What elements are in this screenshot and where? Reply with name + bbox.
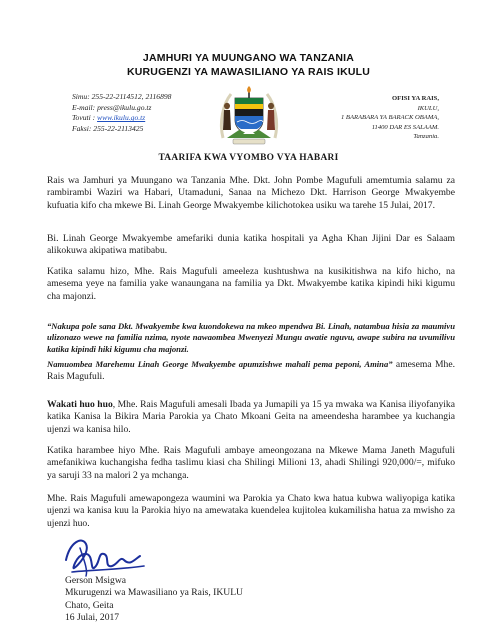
quote-paragraph: “Nakupa pole sana Dkt. Mwakyembe kwa kuondokewa na mkeo mpendwa Bi. Linah, natambua hisia za maumivu ulizonazo wewe na familia nzima, nyote nawaombea Mwenyezi Mungu awatie nguvu, awape subira na uvumilivu katika kipindi hiki kigumu cha majonzi. xyxy=(47,321,455,354)
paragraph-8: Mhe. Rais Magufuli amewapongeza waumini wa Parokia ya Chato kwa hatua kubwa waliyopiga katika ujenzi wa kanisa kuu la Parokia hiyo na amewataka kuendelea kujitolea kukamilisha hatua za mwisho za ujenzi huo. xyxy=(47,493,455,529)
paragraph-2: Bi. Linah George Mwakyembe amefariki dunia katika hospitali ya Agha Khan Jijini Dar es Salaam alikokuwa akipatiwa matibabu. xyxy=(47,233,455,257)
contact-left xyxy=(72,92,171,134)
quote-attribution: amesema Mhe. Rais Magufuli. xyxy=(47,359,455,383)
coat-of-arms-icon xyxy=(217,86,281,146)
signing-date: 16 Julai, 2017 xyxy=(65,612,120,624)
header-directorate: KURUGENZI YA MAWASILIANO YA RAIS IKULU xyxy=(126,66,371,78)
signature-block xyxy=(65,575,243,625)
signing-place: Chato, Geita xyxy=(65,599,114,611)
handwritten-signature xyxy=(60,530,150,578)
paragraph-3: Katika salamu hizo, Mhe. Rais Magufuli ameeleza kushtushwa na kusikitishwa na kifo hicho, na amesema yeye na familia yake wanaungana na familia ya Dkt. Mwakyembe katika kipindi hiki kigumu cha majonzi. xyxy=(47,266,455,302)
website-line xyxy=(72,113,171,124)
paragraph-7: Katika harambee hiyo Mhe. Rais Magufuli ambaye ameongozana na Mkewe Mama Janeth Magufuli amefanikiwa kuchangisha fedha taslimu kiasi cha Shilingi Milioni 13, ahadi Shilingi 920,000/=, mifuko ya saruji 33 na malori 2 ya mchanga. xyxy=(47,445,455,481)
address-line-5: Tanzania. xyxy=(413,133,439,141)
paragraph-6 xyxy=(47,399,455,436)
email-line: E-mail: press@ikulu.go.tz xyxy=(72,102,152,112)
document-title: TAARIFA KWA VYOMBO VYA HABARI xyxy=(158,153,339,163)
header-country: JAMHURI YA MUUNGANO WA TANZANIA xyxy=(142,52,355,64)
signatory-name: Gerson Msigwa xyxy=(65,575,127,586)
website-label: Tovuti : xyxy=(72,113,98,123)
website-link[interactable]: www.ikulu.go.tz xyxy=(97,113,146,123)
office-line: OFISI YA RAIS, xyxy=(392,95,439,102)
paragraph-1: Rais wa Jamhuri ya Muungano wa Tanzania Mhe. Dkt. John Pombe Magufuli amemtumia salamu za rambirambi Waziri wa Habari, Utamaduni, Sanaa na Michezo Dkt. Harrison George Mwakyembe kufuatia kifo cha mkewe Bi. Linah George Mwakyembe kilichotokea usiku wa tarehe 15 Julai, 2017. xyxy=(47,175,455,211)
quote-closing-text: Namuombea Marehemu Linah George Mwakyembe apumzishwe mahali pema peponi, Amina” xyxy=(47,359,393,369)
quote-closing-paragraph xyxy=(47,358,455,384)
paragraph-6-body: , Mhe. Rais Magufuli amesali Ibada ya Jumapili ya 15 ya mwaka wa Kanisa iliyofanyika katika Kanisa la Bikira Maria Parokia ya Chato Mkoani Geita na ameendesha harambee ya kuchangia ujenzi wa kanisa hilo. xyxy=(47,399,455,435)
contact-right xyxy=(341,94,439,142)
fax-line: Faksi: 255-22-2113425 xyxy=(72,123,144,133)
address-line-4: 11400 DAR ES SALAAM. xyxy=(371,123,439,131)
paragraph-6-lead: Wakati huo huo xyxy=(47,399,113,410)
address-line-2: IKULU, xyxy=(417,104,439,112)
signatory-role: Mkurugenzi wa Mawasiliano ya Rais, IKULU xyxy=(65,587,243,599)
address-line-3: 1 BARABARA YA BARACK OBAMA, xyxy=(340,114,439,122)
phone-line: Simu: 255-22-2114512, 2116898 xyxy=(72,92,172,101)
